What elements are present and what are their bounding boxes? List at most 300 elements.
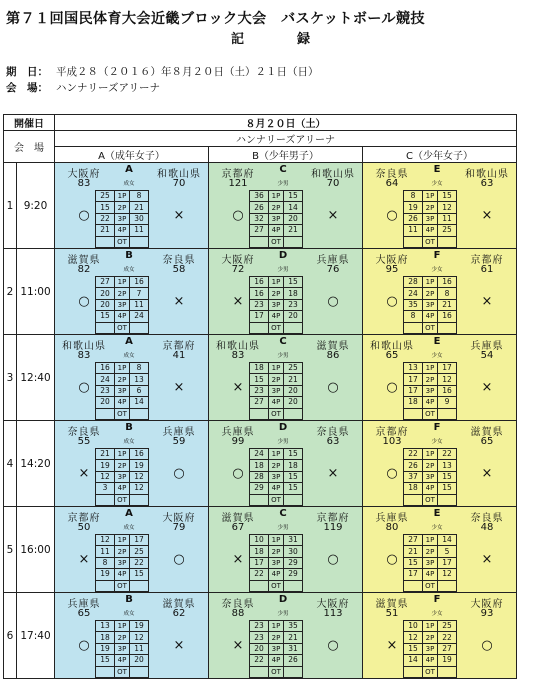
quarter-row — [250, 632, 303, 643]
right-result-mark: × — [327, 466, 339, 481]
left-result-mark: ○ — [386, 552, 398, 567]
quarter-scores — [403, 620, 457, 678]
left-quarter-score: 12 — [404, 632, 423, 643]
right-quarter-score: 18 — [284, 460, 303, 471]
left-total: 67 — [231, 522, 245, 533]
right-quarter-score: 16 — [130, 449, 149, 460]
left-quarter-score: 10 — [250, 535, 269, 546]
right-quarter-score: 5 — [438, 546, 457, 557]
court-letter: F — [433, 250, 441, 261]
right-quarter-score: 23 — [284, 299, 303, 310]
left-quarter-score: 16 — [250, 277, 269, 288]
quarter-row — [250, 408, 303, 419]
category-label: 成女 — [123, 267, 135, 273]
right-quarter-score — [438, 666, 457, 677]
quarter-row — [96, 311, 149, 322]
left-quarter-score: 12 — [96, 471, 115, 482]
right-quarter-score: 12 — [130, 632, 149, 643]
category-label: 少女 — [431, 267, 443, 273]
quarter-row — [404, 397, 457, 408]
left-quarter-score: 32 — [250, 213, 269, 224]
quarter-label: 4P — [269, 225, 284, 236]
quarter-label: 4P — [115, 225, 130, 236]
quarter-label: 3P — [269, 299, 284, 310]
left-quarter-score: 23 — [250, 632, 269, 643]
left-quarter-score — [96, 408, 115, 419]
game-row — [4, 593, 517, 679]
left-total: 121 — [228, 178, 248, 189]
court-letter: B — [125, 422, 133, 433]
right-team: 奈良県 — [316, 427, 350, 438]
quarter-label: OT — [423, 322, 438, 333]
quarter-row — [96, 655, 149, 666]
right-quarter-score: 11 — [438, 213, 457, 224]
quarter-label: 2P — [423, 632, 438, 643]
right-quarter-score: 20 — [130, 655, 149, 666]
quarter-row — [404, 236, 457, 247]
quarter-row — [250, 621, 303, 632]
quarter-label: OT — [115, 666, 130, 677]
left-quarter-score: 28 — [250, 471, 269, 482]
quarter-row — [96, 666, 149, 677]
left-quarter-score — [404, 408, 423, 419]
quarter-label: 2P — [269, 460, 284, 471]
category-label: 少女 — [431, 181, 443, 187]
quarter-row — [96, 363, 149, 374]
right-quarter-score: 17 — [438, 363, 457, 374]
quarter-row — [404, 535, 457, 546]
left-quarter-score: 8 — [404, 191, 423, 202]
quarter-row — [96, 288, 149, 299]
quarter-row — [404, 632, 457, 643]
quarter-label: 1P — [269, 449, 284, 460]
left-team: 大阪府 — [221, 255, 255, 266]
right-quarter-score — [438, 236, 457, 247]
right-team: 滋賀県 — [316, 341, 350, 352]
category-label: 少男 — [277, 267, 289, 273]
start-time: 17:40 — [17, 593, 55, 679]
quarter-label: 3P — [269, 471, 284, 482]
quarter-label: 3P — [115, 557, 130, 568]
left-quarter-score: 20 — [250, 643, 269, 654]
right-quarter-score — [284, 494, 303, 505]
right-quarter-score: 29 — [284, 557, 303, 568]
left-total: 65 — [77, 608, 91, 619]
quarter-row — [96, 191, 149, 202]
quarter-label: OT — [423, 236, 438, 247]
quarter-row — [404, 655, 457, 666]
left-quarter-score: 11 — [96, 546, 115, 557]
quarter-scores — [95, 190, 149, 248]
right-total: 62 — [172, 608, 186, 619]
quarter-scores — [249, 448, 303, 506]
left-total: 88 — [231, 608, 245, 619]
quarter-row — [250, 363, 303, 374]
right-quarter-score: 26 — [284, 655, 303, 666]
quarter-row — [404, 277, 457, 288]
left-quarter-score: 24 — [250, 449, 269, 460]
left-team: 和歌山県 — [216, 341, 260, 352]
right-quarter-score: 14 — [284, 202, 303, 213]
right-quarter-score: 15 — [438, 191, 457, 202]
right-result-mark: × — [481, 380, 493, 395]
right-quarter-score: 24 — [130, 311, 149, 322]
quarter-scores — [403, 190, 457, 248]
right-quarter-score: 16 — [438, 385, 457, 396]
quarter-row — [250, 494, 303, 505]
left-result-mark: × — [78, 552, 90, 567]
quarter-label: OT — [115, 408, 130, 419]
right-result-mark: × — [173, 208, 185, 223]
left-quarter-score: 17 — [250, 557, 269, 568]
left-quarter-score — [96, 580, 115, 591]
left-result-mark: × — [232, 638, 244, 653]
quarter-label: OT — [269, 580, 284, 591]
row-number: 1 — [4, 163, 17, 249]
quarter-label: 3P — [423, 471, 438, 482]
right-quarter-score: 31 — [284, 643, 303, 654]
left-team: 兵庫県 — [375, 513, 409, 524]
right-result-mark: × — [481, 294, 493, 309]
quarter-row — [96, 374, 149, 385]
right-team: 京都府 — [316, 513, 350, 524]
game-row — [4, 163, 517, 249]
quarter-label: 3P — [423, 385, 438, 396]
right-quarter-score: 20 — [284, 213, 303, 224]
left-quarter-score: 15 — [404, 643, 423, 654]
game-cell — [363, 335, 517, 421]
quarter-label: 2P — [423, 202, 438, 213]
left-quarter-score: 26 — [404, 460, 423, 471]
quarter-row — [404, 202, 457, 213]
court-letter: D — [278, 594, 288, 605]
quarter-label: 2P — [423, 546, 438, 557]
right-quarter-score: 22 — [438, 632, 457, 643]
right-quarter-score: 11 — [130, 299, 149, 310]
quarter-row — [96, 483, 149, 494]
quarter-label: 2P — [269, 288, 284, 299]
left-quarter-score: 23 — [250, 299, 269, 310]
quarter-row — [96, 621, 149, 632]
left-result-mark: × — [78, 466, 90, 481]
quarter-scores — [95, 534, 149, 592]
quarter-label: 1P — [115, 191, 130, 202]
start-time: 14:20 — [17, 421, 55, 507]
quarter-row — [96, 299, 149, 310]
right-result-mark: × — [481, 552, 493, 567]
right-total: 113 — [323, 608, 343, 619]
left-total: 83 — [77, 350, 91, 361]
game-cell — [209, 163, 363, 249]
game-cell — [55, 421, 209, 507]
left-quarter-score: 18 — [250, 546, 269, 557]
left-quarter-score — [96, 236, 115, 247]
left-team: 和歌山県 — [370, 341, 414, 352]
quarter-label: OT — [115, 322, 130, 333]
right-quarter-score: 21 — [284, 225, 303, 236]
quarter-label: 4P — [269, 655, 284, 666]
left-quarter-score: 22 — [96, 213, 115, 224]
quarter-row — [96, 322, 149, 333]
row-number: 4 — [4, 421, 17, 507]
right-quarter-score — [130, 580, 149, 591]
left-quarter-score: 15 — [404, 557, 423, 568]
right-quarter-score — [284, 322, 303, 333]
right-team: 京都府 — [470, 255, 504, 266]
right-total: 41 — [172, 350, 186, 361]
quarter-row — [250, 580, 303, 591]
quarter-label: OT — [115, 494, 130, 505]
quarter-row — [404, 621, 457, 632]
right-quarter-score: 19 — [130, 621, 149, 632]
right-team: 滋賀県 — [162, 599, 196, 610]
left-result-mark: ○ — [78, 380, 90, 395]
right-quarter-score: 12 — [130, 471, 149, 482]
category-label: 少女 — [431, 525, 443, 531]
category-label: 少男 — [277, 181, 289, 187]
quarter-row — [404, 299, 457, 310]
quarter-scores — [403, 276, 457, 334]
quarter-label: 4P — [423, 397, 438, 408]
left-quarter-score: 37 — [404, 471, 423, 482]
category-label: 成女 — [123, 181, 135, 187]
right-quarter-score: 12 — [438, 374, 457, 385]
right-quarter-score — [130, 666, 149, 677]
category-label: 少男 — [277, 439, 289, 445]
quarter-label: OT — [423, 408, 438, 419]
right-quarter-score: 15 — [284, 471, 303, 482]
quarter-label: 3P — [269, 385, 284, 396]
quarter-label: 1P — [423, 191, 438, 202]
quarter-scores — [249, 362, 303, 420]
category-label: 少男 — [277, 525, 289, 531]
left-quarter-score: 19 — [96, 643, 115, 654]
court-letter: A — [125, 336, 133, 347]
right-quarter-score: 21 — [438, 299, 457, 310]
quarter-label: 2P — [115, 546, 130, 557]
left-quarter-score: 19 — [96, 460, 115, 471]
left-quarter-score: 16 — [96, 363, 115, 374]
left-quarter-score: 22 — [250, 655, 269, 666]
left-quarter-score: 17 — [404, 374, 423, 385]
quarter-row — [96, 535, 149, 546]
quarter-row — [96, 277, 149, 288]
left-quarter-score: 15 — [96, 655, 115, 666]
venue-label: 会 場： — [6, 82, 48, 94]
left-quarter-score: 22 — [404, 449, 423, 460]
right-quarter-score: 15 — [130, 569, 149, 580]
right-result-mark: × — [481, 466, 493, 481]
left-quarter-score — [404, 322, 423, 333]
game-cell — [209, 421, 363, 507]
left-quarter-score: 23 — [250, 385, 269, 396]
left-team: 奈良県 — [221, 599, 255, 610]
quarter-row — [404, 363, 457, 374]
left-quarter-score: 25 — [96, 191, 115, 202]
left-result-mark: ○ — [232, 208, 244, 223]
court-letter: E — [433, 336, 441, 347]
quarter-label: OT — [423, 666, 438, 677]
right-team: 和歌山県 — [465, 169, 509, 180]
quarter-label: 1P — [269, 535, 284, 546]
row-number: 3 — [4, 335, 17, 421]
right-quarter-score: 25 — [438, 225, 457, 236]
left-team: 滋賀県 — [375, 599, 409, 610]
category-label: 成女 — [123, 353, 135, 359]
category-label: 成女 — [123, 611, 135, 617]
left-quarter-score: 26 — [250, 202, 269, 213]
quarter-label: 1P — [115, 449, 130, 460]
game-cell — [363, 421, 517, 507]
court-letter: D — [278, 422, 288, 433]
game-cell — [55, 593, 209, 679]
right-quarter-score: 12 — [130, 483, 149, 494]
quarter-row — [96, 546, 149, 557]
left-team: 和歌山県 — [62, 341, 106, 352]
right-quarter-score — [130, 494, 149, 505]
game-cell — [55, 249, 209, 335]
left-quarter-score: 27 — [96, 277, 115, 288]
quarter-row — [404, 557, 457, 568]
right-quarter-score: 9 — [438, 397, 457, 408]
left-team: 大阪府 — [67, 169, 101, 180]
right-total: 119 — [323, 522, 343, 533]
quarter-row — [404, 483, 457, 494]
left-total: 51 — [385, 608, 399, 619]
quarter-scores — [403, 362, 457, 420]
quarter-label: 3P — [269, 557, 284, 568]
quarter-label: OT — [269, 494, 284, 505]
quarter-row — [96, 213, 149, 224]
quarter-label: 2P — [115, 374, 130, 385]
game-row — [4, 335, 517, 421]
quarter-scores — [95, 362, 149, 420]
quarter-row — [250, 397, 303, 408]
game-cell — [363, 249, 517, 335]
quarter-label: 1P — [423, 277, 438, 288]
quarter-label: 4P — [115, 397, 130, 408]
right-result-mark: ○ — [327, 638, 339, 653]
right-quarter-score: 31 — [284, 535, 303, 546]
left-quarter-score: 20 — [96, 397, 115, 408]
venue-value: ハンナリーズアリーナ — [56, 82, 161, 94]
quarter-row — [404, 322, 457, 333]
quarter-label: OT — [269, 236, 284, 247]
right-quarter-score: 15 — [284, 449, 303, 460]
date-info — [6, 64, 319, 79]
left-total: 80 — [385, 522, 399, 533]
quarter-scores — [249, 276, 303, 334]
left-result-mark: ○ — [386, 208, 398, 223]
right-quarter-score: 20 — [284, 385, 303, 396]
category-label: 成女 — [123, 439, 135, 445]
right-quarter-score: 29 — [284, 569, 303, 580]
game-cell — [209, 249, 363, 335]
quarter-label: 4P — [423, 225, 438, 236]
left-quarter-score: 28 — [404, 277, 423, 288]
left-quarter-score: 8 — [96, 557, 115, 568]
right-result-mark: ○ — [327, 380, 339, 395]
left-quarter-score: 13 — [96, 621, 115, 632]
left-quarter-score — [404, 666, 423, 677]
quarter-row — [404, 546, 457, 557]
court-letter: D — [278, 250, 288, 261]
left-quarter-score — [250, 408, 269, 419]
right-team: 奈良県 — [162, 255, 196, 266]
quarter-label: 3P — [115, 643, 130, 654]
quarter-row — [250, 535, 303, 546]
day-value: ８月２０日（土） — [55, 115, 517, 131]
left-quarter-score: 17 — [404, 385, 423, 396]
left-result-mark: ○ — [78, 638, 90, 653]
quarter-label: OT — [269, 322, 284, 333]
quarter-label: 4P — [115, 311, 130, 322]
right-quarter-score: 15 — [284, 191, 303, 202]
left-quarter-score: 15 — [96, 202, 115, 213]
start-time: 16:00 — [17, 507, 55, 593]
quarter-label: 1P — [423, 621, 438, 632]
right-quarter-score: 15 — [438, 483, 457, 494]
row-number: 2 — [4, 249, 17, 335]
court-letter: F — [433, 422, 441, 433]
left-team: 大阪府 — [375, 255, 409, 266]
court-letter: F — [433, 594, 441, 605]
quarter-row — [250, 225, 303, 236]
quarter-label: 2P — [269, 546, 284, 557]
right-quarter-score: 16 — [130, 277, 149, 288]
game-cell — [209, 507, 363, 593]
left-total: 103 — [382, 436, 402, 447]
right-total: 58 — [172, 264, 186, 275]
left-result-mark: ○ — [232, 466, 244, 481]
quarter-label: 4P — [115, 483, 130, 494]
left-quarter-score: 27 — [250, 397, 269, 408]
left-total: 82 — [77, 264, 91, 275]
quarter-label: 4P — [423, 569, 438, 580]
quarter-label: 4P — [115, 655, 130, 666]
right-quarter-score: 17 — [438, 557, 457, 568]
right-quarter-score: 16 — [438, 277, 457, 288]
start-time: 9:20 — [17, 163, 55, 249]
right-quarter-score: 15 — [438, 471, 457, 482]
quarter-label: 3P — [423, 643, 438, 654]
left-quarter-score: 17 — [404, 569, 423, 580]
category-label: 少女 — [431, 611, 443, 617]
quarter-row — [96, 471, 149, 482]
right-total: 93 — [480, 608, 494, 619]
right-quarter-score: 21 — [284, 374, 303, 385]
left-result-mark: ○ — [78, 294, 90, 309]
category-label: 少女 — [431, 353, 443, 359]
quarter-label: 3P — [269, 213, 284, 224]
right-team: 和歌山県 — [311, 169, 355, 180]
right-quarter-score: 20 — [284, 311, 303, 322]
right-total: 54 — [480, 350, 494, 361]
quarter-scores — [403, 534, 457, 592]
quarter-label: 4P — [269, 569, 284, 580]
quarter-row — [96, 408, 149, 419]
quarter-label: 3P — [423, 213, 438, 224]
game-cell — [209, 593, 363, 679]
left-quarter-score: 27 — [250, 225, 269, 236]
right-quarter-score — [130, 408, 149, 419]
quarter-row — [404, 213, 457, 224]
game-cell — [55, 163, 209, 249]
left-quarter-score: 18 — [404, 397, 423, 408]
left-quarter-score — [404, 580, 423, 591]
quarter-label: 1P — [269, 363, 284, 374]
court-letter: E — [433, 164, 441, 175]
